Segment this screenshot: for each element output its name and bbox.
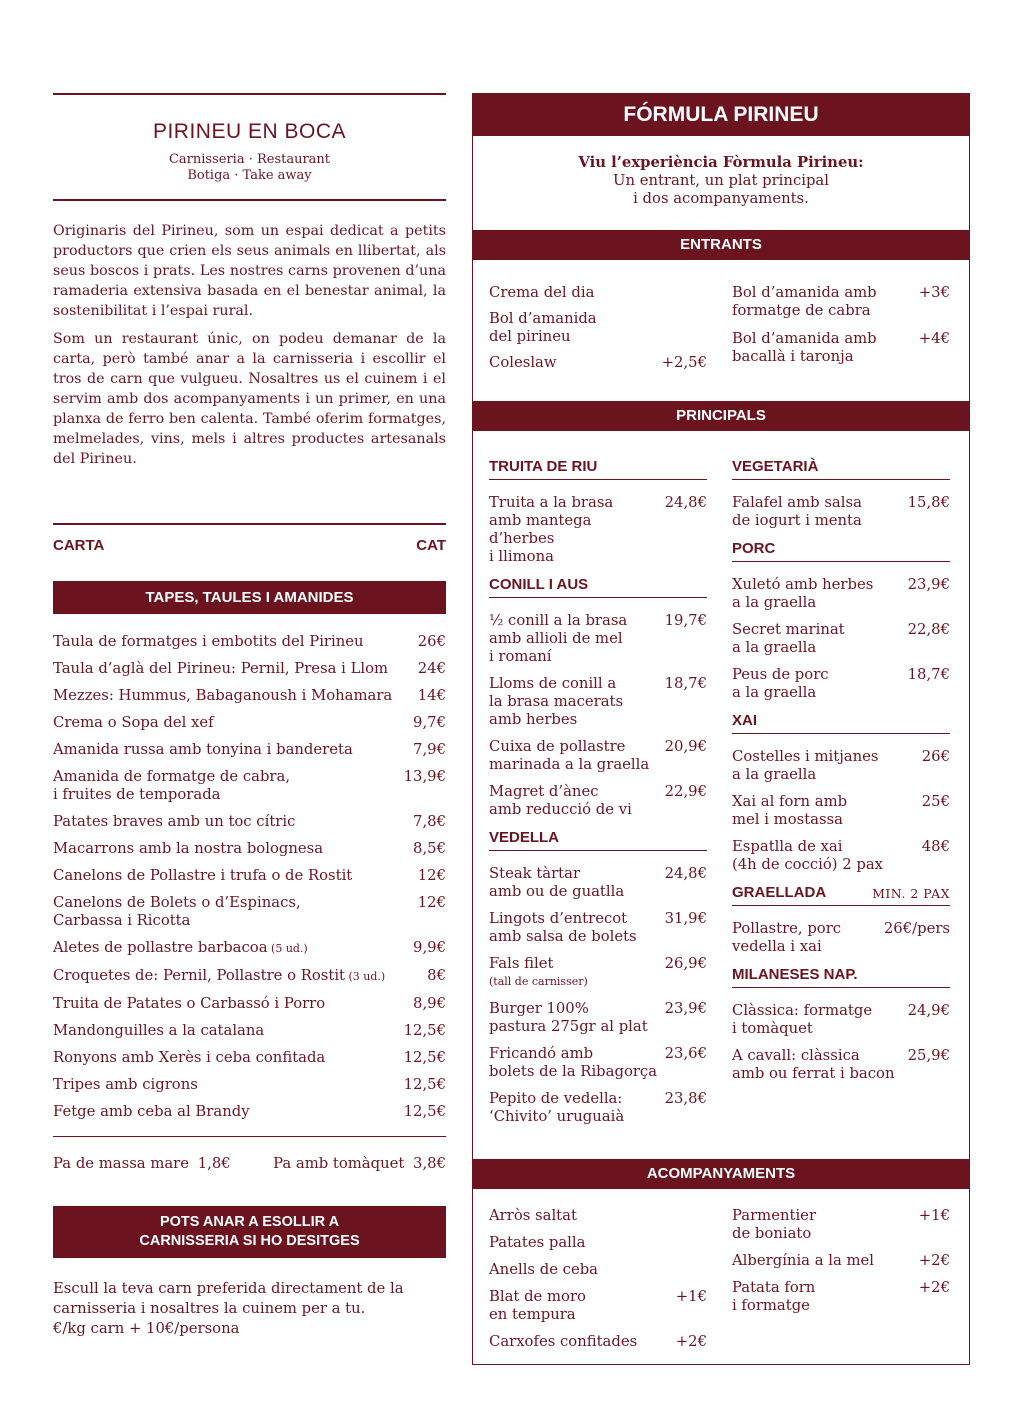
menu-item-price: 7,8€: [413, 813, 446, 830]
menu-item-price: +1€: [918, 1207, 950, 1224]
menu-item-price: 48€: [921, 838, 950, 855]
entrants-right-list: [732, 284, 950, 376]
menu-item-price: 24,8€: [664, 494, 707, 511]
subtitle-line-2: Botiga · Take away: [187, 168, 312, 183]
menu-item-price: 24€: [417, 660, 446, 677]
bread-row: [53, 1155, 446, 1173]
pots-title-line-2: CARNISSERIA SI HO DESITGES: [139, 1233, 360, 1249]
menu-item-name: Lingots d’entrecot amb salsa de bolets: [489, 910, 637, 945]
menu-item: [53, 995, 446, 1013]
menu-item: [489, 1234, 707, 1252]
menu-item-name: Clàssica: formatge i tomàquet: [732, 1002, 873, 1037]
section-vedella: [489, 829, 707, 1126]
menu-item-name: Patates braves amb un toc cítric: [53, 813, 296, 830]
menu-item-price: 13,9€: [403, 768, 446, 785]
menu-item-name: Truita a la brasa amb mantega d’herbes i llimona: [489, 494, 614, 565]
menu-item-price: 24,9€: [907, 1002, 950, 1019]
menu-item: [53, 660, 446, 678]
menu-item-price: 26,9€: [664, 955, 707, 972]
menu-item-price: 26€/pers: [883, 920, 950, 937]
menu-item-name: Amanida de formatge de cabra, i fruites de temporada: [53, 768, 291, 803]
section-vegetaria: [732, 458, 950, 530]
menu-item-price: 12,5€: [403, 1022, 446, 1039]
menu-item-price: 23,9€: [907, 576, 950, 593]
principals-left-column: [489, 458, 707, 1136]
menu-item-name: Fetge amb ceba al Brandy: [53, 1103, 250, 1120]
menu-item-name: Albergínia a la mel: [732, 1252, 875, 1269]
menu-item-name: Blat de moro en tempura: [489, 1288, 586, 1323]
menu-item: [53, 813, 446, 831]
section-graellada: [732, 884, 950, 956]
menu-item-price: +3€: [918, 284, 950, 301]
menu-item: [732, 666, 950, 702]
menu-item: [489, 1090, 707, 1126]
bread-item-2: Pa amb tomàquet 3,8€: [273, 1155, 446, 1172]
menu-item-name: Canelons de Bolets o d’Espinacs, Carbassa i Ricotta: [53, 894, 301, 929]
menu-item: [489, 1261, 707, 1279]
menu-item-name: ½ conill a la brasa amb allioli de mel i romaní: [489, 612, 628, 665]
menu-item-name: Tripes amb cigrons: [53, 1076, 198, 1093]
formula-panel: [472, 93, 970, 1365]
menu-item: [732, 748, 950, 784]
menu-item: [53, 894, 446, 930]
menu-item-name: Amanida russa amb tonyina i bandereta: [53, 741, 353, 758]
menu-item: [732, 1047, 950, 1083]
formula-line-2: i dos acompanyaments.: [633, 190, 809, 207]
menu-item-name: Coleslaw: [489, 354, 557, 371]
menu-item: [489, 354, 707, 372]
menu-item-price: 8,5€: [413, 840, 446, 857]
menu-item-name: Espatlla de xai (4h de cocció) 2 pax: [732, 838, 883, 873]
menu-item-price: +2€: [918, 1252, 950, 1269]
menu-item: [489, 612, 707, 666]
formula-lead: Viu l’experiència Fòrmula Pirineu:: [578, 154, 864, 171]
section-title-xai: XAI: [732, 712, 950, 734]
menu-item: [53, 1022, 446, 1040]
menu-item-price: 26€: [417, 633, 446, 650]
menu-item: [732, 1252, 950, 1270]
menu-item: [53, 633, 446, 651]
menu-item-price: 12,5€: [403, 1103, 446, 1120]
menu-item-price: +1€: [675, 1288, 707, 1305]
principals-header: PRINCIPALS: [473, 401, 969, 431]
restaurant-subtitle: [53, 152, 446, 184]
menu-item-name: Crema del dia: [489, 284, 595, 301]
menu-item: [489, 494, 707, 566]
menu-item-price: 7,9€: [413, 741, 446, 758]
menu-item-price: 20,9€: [664, 738, 707, 755]
menu-item: [53, 1076, 446, 1094]
menu-item-price: 24,8€: [664, 865, 707, 882]
pa-rule: [53, 1136, 446, 1137]
menu-item-name: Fricandó amb bolets de la Ribagorça: [489, 1045, 658, 1080]
menu-item-name: Crema o Sopa del xef: [53, 714, 214, 731]
carta-rule: [53, 523, 446, 525]
pots-section-header: [53, 1206, 446, 1258]
menu-item-price: 9,9€: [413, 939, 446, 956]
menu-item: [732, 1002, 950, 1038]
menu-item: [489, 1045, 707, 1081]
menu-item-price: 25,9€: [907, 1047, 950, 1064]
section-conill: [489, 576, 707, 819]
menu-item-name: Taula d’aglà del Pirineu: Pernil, Presa i Llom: [53, 660, 389, 677]
menu-item-name: Taula de formatges i embotits del Pirineu: [53, 633, 364, 650]
left-column: [53, 93, 446, 1337]
formula-line-1: Un entrant, un plat principal: [612, 172, 829, 189]
menu-item: [489, 1000, 707, 1036]
menu-item-price: 18,7€: [907, 666, 950, 683]
menu-item: [53, 939, 446, 958]
menu-item: [53, 867, 446, 885]
menu-item-name: Patates palla: [489, 1234, 586, 1251]
menu-item-name: Cuixa de pollastre marinada a la graella: [489, 738, 650, 773]
tapes-list: [53, 633, 446, 1130]
section-milaneses: [732, 966, 950, 1083]
menu-item-price: 31,9€: [664, 910, 707, 927]
acompanyaments-left-list: [489, 1207, 707, 1360]
menu-item: [732, 920, 950, 956]
menu-item-note: (3 ud.): [345, 970, 386, 983]
section-title-vegetaria: VEGETARIÀ: [732, 458, 950, 480]
menu-item-price: 19,7€: [664, 612, 707, 629]
menu-item-name: Canelons de Pollastre i trufa o de Rostit: [53, 867, 353, 884]
menu-item-name: Xuletó amb herbes a la graella: [732, 576, 874, 611]
acompanyaments-right-list: [732, 1207, 950, 1324]
intro-paragraph-2: Som un restaurant únic, on podeu demanar de la carta, però també anar a la carnisseria i escollir el tros de carn que vulgueu. Nosaltres us el cuinem i el servim amb dos acompanyaments i un primer, en una planxa de ferro ben calenta. També oferim formatges, melmelades, vins, mels i altres productes artesanals del Pirineu.: [53, 331, 446, 467]
formula-intro: [473, 154, 969, 208]
section-truita: [489, 458, 707, 566]
menu-item-name: Bol d’amanida amb bacallà i taronja: [732, 330, 877, 365]
intro-text: [53, 221, 446, 469]
menu-item-price: 14€: [417, 687, 446, 704]
menu-item-name: Arròs saltat: [489, 1207, 577, 1224]
menu-item-name: Bol d’amanida del pirineu: [489, 310, 597, 345]
menu-item-price: +2,5€: [661, 354, 707, 371]
menu-item-name: Secret marinat a la graella: [732, 621, 845, 656]
language-label[interactable]: CAT: [416, 537, 446, 554]
menu-item-price: 8€: [427, 967, 446, 984]
section-title-vedella: VEDELLA: [489, 829, 707, 851]
pots-description: [53, 1279, 446, 1339]
menu-item-name: Falafel amb salsa de iogurt i menta: [732, 494, 862, 529]
menu-item-price: 18,7€: [664, 675, 707, 692]
menu-item-price: 25€: [921, 793, 950, 810]
pots-title-line-1: POTS ANAR A ESOLLIR A: [159, 1214, 340, 1230]
menu-item: [53, 1103, 446, 1121]
restaurant-name: PIRINEU EN BOCA: [152, 120, 347, 143]
menu-item: [732, 793, 950, 829]
menu-item: [53, 741, 446, 759]
menu-item-price: 26€: [921, 748, 950, 765]
menu-item-price: +2€: [918, 1279, 950, 1296]
menu-item: [53, 687, 446, 705]
formula-title: FÓRMULA PIRINEU: [473, 94, 969, 136]
menu-item-price: 12,5€: [403, 1076, 446, 1093]
menu-item: [732, 330, 950, 366]
menu-item-price: 22,8€: [907, 621, 950, 638]
menu-item: [489, 1207, 707, 1225]
menu-item-price: +4€: [918, 330, 950, 347]
menu-item: [489, 1288, 707, 1324]
menu-item: [732, 838, 950, 874]
menu-item: [732, 1279, 950, 1315]
menu-item: [489, 310, 707, 346]
menu-item-name: Fals filet (tall de carnisser): [489, 955, 588, 988]
section-xai: [732, 712, 950, 874]
pots-text: Escull la teva carn preferida directament de la carnisseria i nosaltres la cuinem per a tu.: [53, 1280, 404, 1317]
menu-item-price: 23,6€: [664, 1045, 707, 1062]
menu-item-name: Bol d’amanida amb formatge de cabra: [732, 284, 877, 319]
menu-item-price: 12,5€: [403, 1049, 446, 1066]
menu-item-name: Pollastre, porc vedella i xai: [732, 920, 842, 955]
menu-item: [53, 768, 446, 804]
menu-item-name: Xai al forn amb mel i mostassa: [732, 793, 848, 828]
menu-item-name: Mezzes: Hummus, Babaganoush i Mohamara: [53, 687, 393, 704]
menu-item: [732, 621, 950, 657]
menu-item: [732, 494, 950, 530]
menu-item: [489, 675, 707, 729]
menu-item: [489, 865, 707, 901]
menu-item-price: 8,9€: [413, 995, 446, 1012]
menu-item-name: Mandonguilles a la catalana: [53, 1022, 265, 1039]
menu-item-name: Lloms de conill a la brasa macerats amb herbes: [489, 675, 624, 728]
menu-item: [489, 1333, 707, 1351]
menu-item-price: 23,9€: [664, 1000, 707, 1017]
menu-item-name: Carxofes confitades: [489, 1333, 638, 1350]
brand-bottom-rule: [53, 199, 446, 201]
tapes-section-header: TAPES, TAULES I AMANIDES: [53, 581, 446, 614]
menu-item-note: (5 ud.): [267, 942, 308, 955]
entrants-header: ENTRANTS: [473, 230, 969, 260]
principals-right-column: [732, 458, 950, 1093]
carta-label: CARTA: [53, 537, 105, 554]
menu-item: [53, 714, 446, 732]
menu-item-price: 23,8€: [664, 1090, 707, 1107]
section-title-truita: TRUITA DE RIU: [489, 458, 707, 480]
menu-item-name: Aletes de pollastre barbacoa (5 ud.): [53, 939, 308, 956]
acompanyaments-header: ACOMPANYAMENTS: [473, 1159, 969, 1189]
menu-item-price: +2€: [675, 1333, 707, 1350]
section-title-porc: PORC: [732, 540, 950, 562]
menu-item: [489, 284, 707, 302]
menu-item-name: Ronyons amb Xerès i ceba confitada: [53, 1049, 326, 1066]
menu-item-name: Peus de porc a la graella: [732, 666, 829, 701]
bread-item-1: Pa de massa mare 1,8€: [53, 1155, 231, 1172]
menu-item-name: A cavall: clàssica amb ou ferrat i bacon: [732, 1047, 895, 1082]
pots-price: €/kg carn + 10€/persona: [53, 1320, 240, 1337]
menu-item: [53, 967, 446, 986]
menu-item-price: 9,7€: [413, 714, 446, 731]
top-rule: [53, 93, 446, 95]
menu-item-name: Parmentier de boniato: [732, 1207, 817, 1242]
menu-item-price: 12€: [417, 894, 446, 911]
menu-item-name: Costelles i mitjanes a la graella: [732, 748, 879, 783]
section-title-conill: CONILL I AUS: [489, 576, 707, 598]
menu-item: [53, 840, 446, 858]
menu-item: [489, 955, 707, 991]
menu-item-name: Steak tàrtar amb ou de guatlla: [489, 865, 625, 900]
menu-item-name: Burger 100% pastura 275gr al plat: [489, 1000, 648, 1035]
menu-item-name: Anells de ceba: [489, 1261, 599, 1278]
menu-item: [489, 910, 707, 946]
menu-item-name: Macarrons amb la nostra bolognesa: [53, 840, 324, 857]
menu-item: [732, 576, 950, 612]
section-porc: [732, 540, 950, 702]
menu-item: [53, 1049, 446, 1067]
menu-item-price: 22,9€: [664, 783, 707, 800]
menu-item: [489, 738, 707, 774]
menu-item-price: 15,8€: [907, 494, 950, 511]
section-title-milaneses: MILANESES NAP.: [732, 966, 950, 988]
intro-paragraph-1: Originaris del Pirineu, som un espai dedicat a petits productors que crien els seus animals en llibertat, als seus boscos i prats. Les nostres carns provenen d’una ramaderia extensiva basada en el benestar animal, la sostenibilitat i l’espai rural.: [53, 223, 446, 319]
subtitle-line-1: Carnisseria · Restaurant: [168, 152, 331, 167]
menu-item-name: Croquetes de: Pernil, Pollastre o Rostit (3 ud.): [53, 967, 386, 984]
menu-item-name: Truita de Patates o Carbassó i Porro: [53, 995, 326, 1012]
menu-item: [732, 1207, 950, 1243]
section-title-graellada: GRAELLADA MIN. 2 PAX: [732, 884, 950, 906]
menu-item-name: Patata forn i formatge: [732, 1279, 816, 1314]
menu-item-name: Magret d’ànec amb reducció de vi: [489, 783, 632, 818]
entrants-left-list: [489, 284, 707, 380]
section-note: MIN. 2 PAX: [872, 886, 950, 901]
menu-item: [732, 284, 950, 320]
carta-header: [53, 537, 446, 554]
menu-item-price: 12€: [417, 867, 446, 884]
menu-item: [489, 783, 707, 819]
menu-item-name: Pepito de vedella: ‘Chivito’ uruguaià: [489, 1090, 625, 1125]
